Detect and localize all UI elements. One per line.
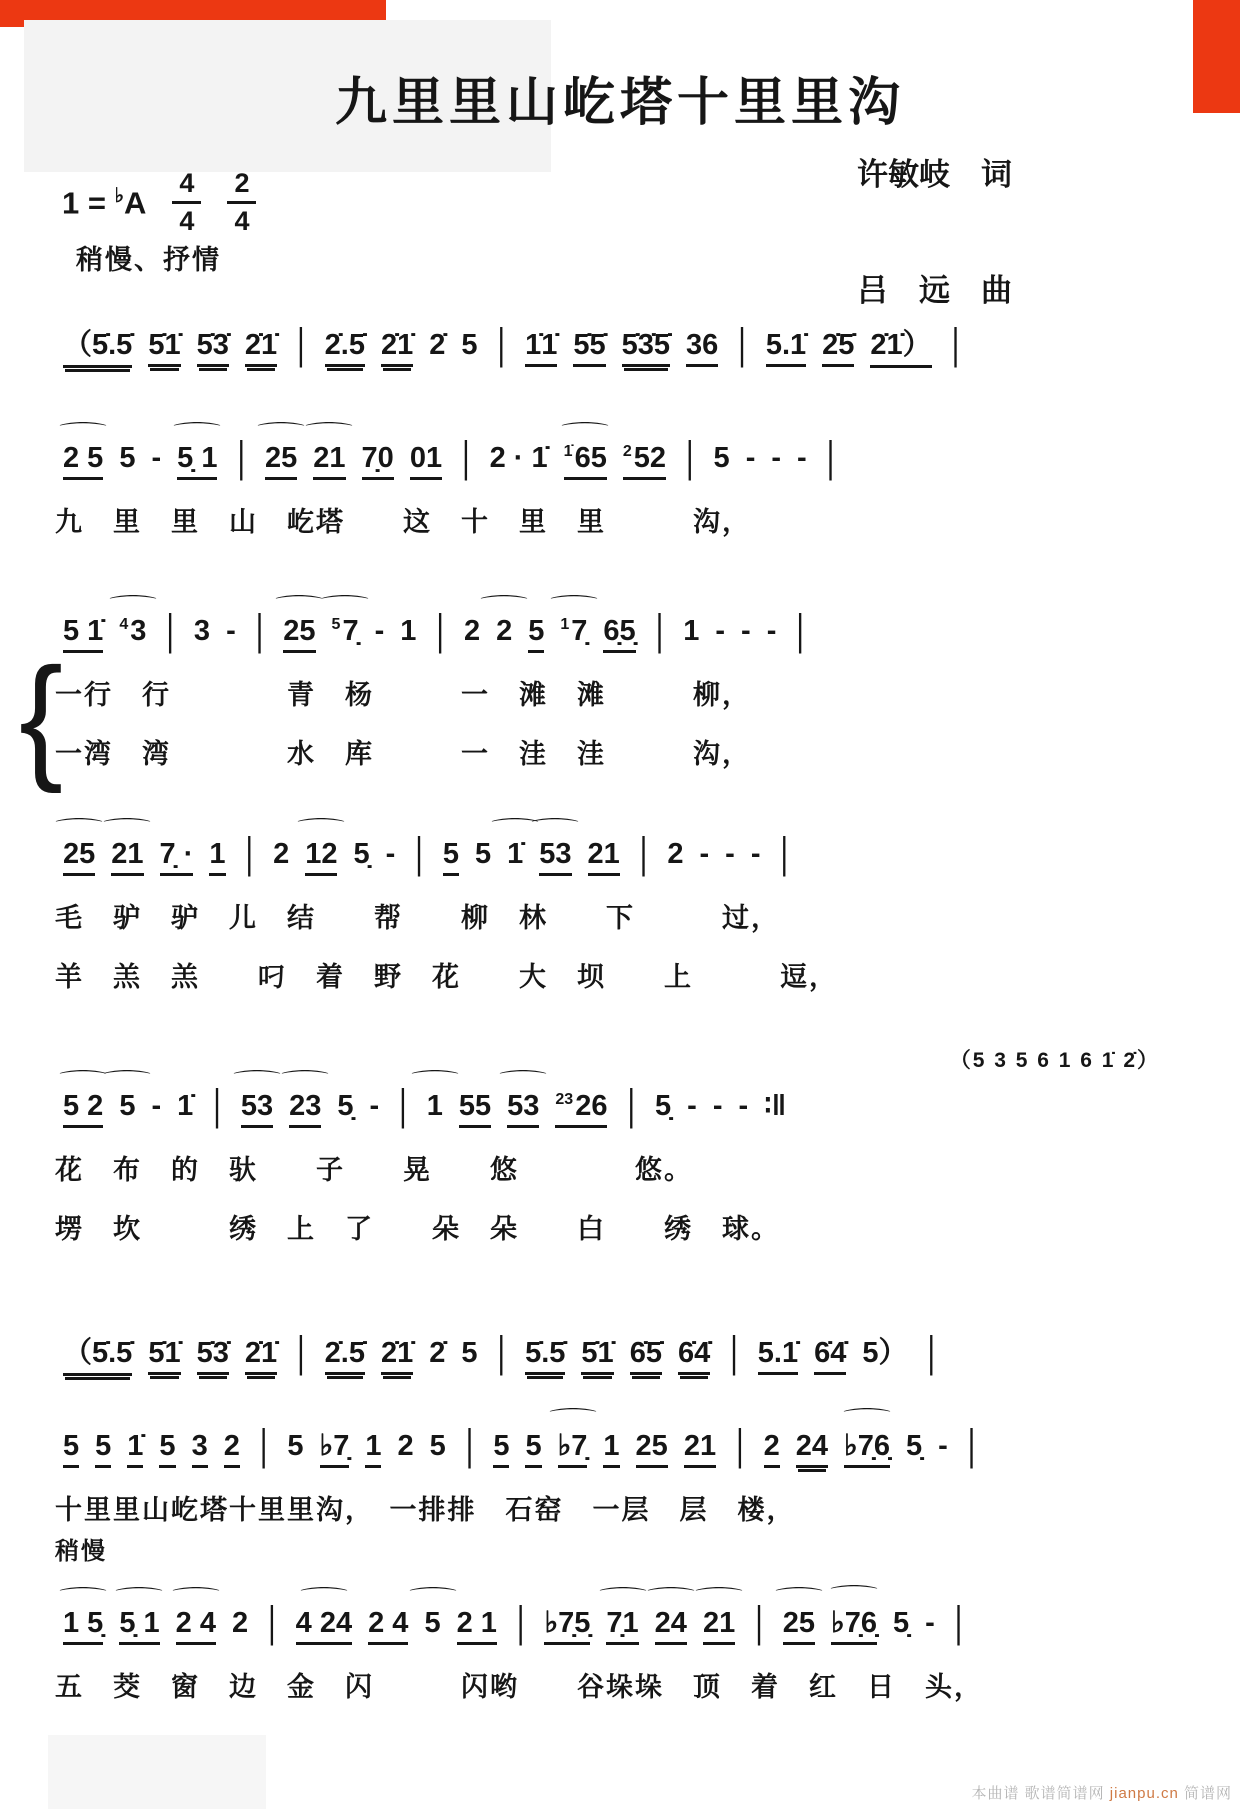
barline: | xyxy=(730,1328,738,1377)
barline: | xyxy=(497,320,506,369)
note-group: 5.1̇ xyxy=(766,329,806,367)
barline: | xyxy=(465,1421,474,1470)
note-group: - xyxy=(766,615,777,647)
note-group: 7̣ · xyxy=(160,838,194,876)
barline: | xyxy=(237,433,246,482)
watermark xyxy=(971,1782,1232,1803)
lyric-line: 羊 羔 羔 叼 着 野 花 大 坝 上 逗， xyxy=(55,962,838,992)
note-group: 5 xyxy=(493,1430,509,1468)
note-group: 7̣0 xyxy=(362,442,394,480)
note-group: ⌒ 5̣ 1 xyxy=(119,1607,159,1645)
note-group: 2 xyxy=(231,1607,249,1639)
note-group: ⌒ 4 24 xyxy=(296,1607,352,1645)
note-group: 55 xyxy=(459,1090,491,1128)
music-line xyxy=(55,292,1202,368)
note-group: （5̇.5̇ xyxy=(63,322,132,368)
composer-credit: 吕 远 曲 xyxy=(857,273,1012,308)
system-verse2-line2 xyxy=(55,1538,1202,1704)
note-group: 5.1̇ xyxy=(758,1337,798,1375)
note-group: - xyxy=(725,838,735,870)
note-group: ⌒ $^5$7̣ xyxy=(332,615,359,648)
note-group: 5̇5̇ xyxy=(573,329,605,367)
barline: | xyxy=(736,1421,744,1470)
note-group: 5 xyxy=(95,1430,111,1468)
music-line xyxy=(55,808,1202,876)
note-group: ⌒ 1̇ xyxy=(507,838,523,871)
note-group: 3 xyxy=(193,615,211,647)
barline: | xyxy=(415,829,423,878)
note-group: ⌒ 12 xyxy=(305,838,337,876)
grace-note: 2 xyxy=(622,443,632,461)
note-group: ⌒ ♭7̣6̣ xyxy=(844,1428,890,1468)
note-group: 5 xyxy=(461,1337,478,1369)
note-group: 2̇.5̇ xyxy=(325,1337,365,1375)
meter-2: $\frac{2}{4}$ xyxy=(227,170,256,235)
note-group: 1 xyxy=(400,615,417,647)
note-group: ⌒ 2 5 xyxy=(63,442,103,480)
note-group: ⌒ 21 xyxy=(111,838,143,876)
note-group: 2̇ xyxy=(429,1337,446,1369)
note-group: - xyxy=(712,1090,723,1122)
note-group: 2 xyxy=(463,615,481,647)
barline: | xyxy=(927,1328,936,1377)
watermark-site: jianpu.cn xyxy=(1109,1785,1179,1802)
note-group: - xyxy=(374,615,385,647)
tempo-marking: 稍慢、抒情 xyxy=(76,245,221,275)
note-group: 2 · 1̇ xyxy=(489,442,548,474)
note-group: （5̇.5̇ xyxy=(63,1330,132,1376)
note-group: ⌒ 25 xyxy=(63,838,95,876)
lyric-line: 一湾 湾 水 库 一 洼 洼 沟， xyxy=(55,739,751,769)
note-group: - xyxy=(925,1607,935,1639)
note-group: 5̣ xyxy=(655,1090,672,1122)
note-group: ⌒ 5̣ 1 xyxy=(177,442,217,480)
barline: | xyxy=(780,829,789,878)
note-group: 3 xyxy=(192,1430,208,1468)
note-group: 2̇ xyxy=(429,329,446,361)
note-group: 5） xyxy=(862,1337,908,1369)
note-group: 21 xyxy=(684,1430,716,1468)
note-group: 5 xyxy=(119,442,136,474)
note-group: 5̣ xyxy=(905,1430,923,1462)
note-group: 5 xyxy=(713,442,730,474)
barline: | xyxy=(436,606,444,655)
note-group: - xyxy=(750,838,761,870)
barline: | xyxy=(245,829,254,878)
note-group: 2 xyxy=(224,1430,240,1468)
note-group: 01 xyxy=(410,442,442,480)
note-group: - xyxy=(687,1090,697,1122)
note-group: 2̇1̇ xyxy=(381,329,413,367)
note-group: - xyxy=(699,838,710,870)
note-group: 5̇1̇ xyxy=(581,1337,613,1375)
barline: | xyxy=(166,606,174,655)
note-group: 2̇1̇ xyxy=(381,1337,413,1375)
note-group: 5̇.5̇ xyxy=(525,1337,565,1375)
barline: | xyxy=(297,1328,305,1377)
note-group: - xyxy=(715,615,726,647)
note-group: 2 xyxy=(667,838,684,870)
note-group: - xyxy=(151,442,162,474)
verse-brace: { xyxy=(19,639,64,794)
barline: | xyxy=(655,606,664,655)
note-group: 6̣5̣ xyxy=(603,615,635,653)
note-group: ⌒ 25 xyxy=(783,1607,815,1645)
music-line xyxy=(55,412,1202,480)
note-group: $^2$52 xyxy=(623,442,666,480)
note-group: 2̇1̇） xyxy=(870,322,931,368)
note-group: 5̇1̇ xyxy=(148,329,180,367)
note-group: 1 xyxy=(365,1430,381,1468)
note-group: 2̇.5̇ xyxy=(325,329,365,367)
note-group: 5 xyxy=(525,1430,541,1468)
note-group: ⌒ 1 5̣ xyxy=(63,1607,103,1645)
barline: | xyxy=(627,1081,635,1130)
note-group: ⌒ 53 xyxy=(539,838,571,876)
note-group: 2 xyxy=(273,838,290,870)
music-line xyxy=(55,1300,1202,1376)
note-group: 25 xyxy=(636,1430,668,1468)
barline: | xyxy=(951,320,960,369)
note-group: $^{23}$26 xyxy=(555,1090,607,1128)
note-group: 1 xyxy=(683,615,700,647)
note-group: 6̇5̇ xyxy=(630,1337,662,1375)
note-group: 5̇3̇5̇ xyxy=(622,329,670,367)
barline: | xyxy=(268,1598,276,1647)
note-group: 5̣ xyxy=(353,838,370,870)
note-group: 2̇1̇ xyxy=(245,329,277,367)
note-group: 2 xyxy=(764,1430,780,1468)
barline: | xyxy=(297,320,305,369)
barline: | xyxy=(497,1328,506,1377)
barline: | xyxy=(738,320,746,369)
note-group: ⌒ $^1$7̣ xyxy=(560,615,587,648)
barline: | xyxy=(399,1081,407,1130)
note-group: 6̇4̇ xyxy=(678,1337,710,1375)
system-verse1-line3 xyxy=(55,808,1202,994)
barline: | xyxy=(796,606,804,655)
note-group: 5 xyxy=(528,615,544,653)
lyricist-credit: 许敏岐 词 xyxy=(857,157,1012,192)
note-group: 5̇3̇ xyxy=(197,329,229,367)
note-group: 5 xyxy=(461,329,478,361)
note-group: 5 xyxy=(429,1430,446,1462)
note-group: - xyxy=(385,838,396,870)
note-group: ⌒ 21 xyxy=(313,442,345,480)
note-group: - xyxy=(745,442,756,474)
system-verse2-line1 xyxy=(55,1398,1202,1527)
note-group: 36 xyxy=(686,329,718,367)
note-group: ⌒ 53 xyxy=(507,1090,539,1128)
grace-note: 4 xyxy=(119,616,129,634)
note-group: 5̇3̇ xyxy=(197,1337,229,1375)
meter-1: $\frac{4}{4}$ xyxy=(172,170,201,235)
note-group: 21 xyxy=(588,838,620,876)
note-group: ⌒ ♭7̣6̣ xyxy=(831,1605,877,1645)
note-group: 5̣ xyxy=(892,1607,910,1639)
note-group: 5 1̇ xyxy=(63,615,103,653)
note-group: ♭7̣5̣ xyxy=(544,1605,590,1645)
note-group: ⌒ 25 xyxy=(265,442,297,480)
system-verse1-line2 xyxy=(19,585,1202,794)
note-group: ⌒ $^4$3 xyxy=(119,615,146,648)
barline: | xyxy=(516,1598,525,1647)
system-verse1-line1 xyxy=(55,412,1202,539)
note-group: ⌒ 24 xyxy=(655,1607,687,1645)
lyric-line: 花 布 的 驮 子 晃 悠 悠。 xyxy=(55,1155,693,1185)
note-group: 1 xyxy=(603,1430,619,1468)
page-title: 九里里山屹塔十里里沟 xyxy=(334,74,905,132)
note-group: - xyxy=(226,615,236,647)
note-group: 5̣ xyxy=(337,1090,354,1122)
lyric-line: 十里里山屹塔十里里沟， 一排排 石窑 一层 层 楼， xyxy=(55,1495,796,1525)
barline: | xyxy=(255,606,264,655)
note-group: 5̇1̇ xyxy=(148,1337,180,1375)
note-group: 2̇5̇ xyxy=(822,329,854,367)
note-group: 1 xyxy=(209,838,225,876)
note-group: ⌒ 53 xyxy=(241,1090,273,1128)
lyric-line: 毛 驴 驴 儿 结 帮 柳 林 下 过， xyxy=(55,903,780,933)
lyric-line: 五 茭 窗 边 金 闪 闪哟 谷垛垛 顶 着 红 日 头， xyxy=(55,1672,983,1702)
barline: | xyxy=(639,829,648,878)
grace-note: 1 xyxy=(560,616,570,634)
key-text: 1 = ♭A xyxy=(62,185,147,221)
note-group: ⌒ 1 xyxy=(427,1090,443,1123)
grace-note: 23 xyxy=(555,1091,574,1109)
system-verse1-line4 xyxy=(55,1049,1202,1246)
tempo-marking-2: 稍慢 xyxy=(55,1538,107,1565)
lyric-line: 一行 行 青 杨 一 滩 滩 柳， xyxy=(55,680,751,710)
note-group: 2 1 xyxy=(457,1607,497,1645)
note-group: 1̇1̇ xyxy=(525,329,557,367)
note-group: 5 xyxy=(159,1430,175,1468)
note-group: - xyxy=(938,1430,948,1462)
note-group: 2 4 xyxy=(368,1607,408,1645)
note-group: - xyxy=(797,442,807,474)
system-interlude xyxy=(55,1300,1202,1376)
note-group: 5 xyxy=(63,1430,79,1468)
barline: | xyxy=(259,1421,268,1470)
note-group: ⌒ 5 xyxy=(424,1607,440,1640)
note-group: 5 xyxy=(474,838,492,870)
watermark-text: 本曲谱 歌谱简谱网 xyxy=(971,1785,1110,1802)
grace-note: 1̇ xyxy=(563,443,573,461)
note-group: - xyxy=(741,615,751,647)
note-group: 2̇1̇ xyxy=(245,1337,277,1375)
note-group: 5 xyxy=(443,838,459,876)
music-line xyxy=(55,585,1202,653)
note-group: ⌒ ♭7̣ xyxy=(558,1428,588,1468)
flat-sign: ♭ xyxy=(114,185,125,208)
barline: | xyxy=(686,433,694,482)
note-group: - xyxy=(369,1090,380,1122)
note-group: 1̇ xyxy=(127,1430,143,1468)
note-group: ♭7̣ xyxy=(320,1428,350,1468)
note-group: 5 xyxy=(287,1430,304,1462)
barline: | xyxy=(826,433,835,482)
note-group: ⌒ 21 xyxy=(703,1607,735,1645)
lyric-line: 九 里 里 山 屹塔 这 十 里 里 沟， xyxy=(55,507,751,537)
note-group: ⌒ $^{1̇}$65 xyxy=(564,442,607,480)
watermark-suffix: 简谱网 xyxy=(1178,1785,1232,1802)
note-group: ⌒ 2 4 xyxy=(176,1607,216,1645)
lyric-line: 塄 坎 绣 上 了 朵 朵 白 绣 球。 xyxy=(55,1214,780,1244)
music-line xyxy=(55,1398,1202,1468)
note-group: ∶‖ xyxy=(764,1090,787,1122)
system-intro xyxy=(55,292,1202,368)
note-group: ⌒ 25 xyxy=(283,615,315,653)
note-group: 2 xyxy=(397,1430,414,1462)
note-group: ⌒ 5 xyxy=(119,1090,135,1123)
ossia-annotation: （5 3 5 6 1 6 1̇ 2̇） xyxy=(949,1049,1160,1072)
barline: | xyxy=(755,1598,763,1647)
note-group: - xyxy=(771,442,782,474)
barline: | xyxy=(462,433,470,482)
grace-note: 5 xyxy=(331,616,341,634)
note-group: - xyxy=(151,1090,162,1122)
note-group: ⌒ 5 2 xyxy=(63,1090,103,1128)
note-group: 1̇ xyxy=(177,1090,194,1122)
note-group: 6̇4̇ xyxy=(814,1337,846,1375)
barline: | xyxy=(967,1421,976,1470)
music-line xyxy=(55,1575,1202,1645)
barline: | xyxy=(954,1598,963,1647)
note-group: ⌒ 23 xyxy=(289,1090,321,1128)
note-group: 24 xyxy=(796,1430,828,1468)
note-group: - xyxy=(738,1090,749,1122)
note-group: ⌒ 7̣1 xyxy=(606,1607,638,1645)
note-group: ⌒ 2 xyxy=(496,615,512,648)
barline: | xyxy=(213,1081,221,1130)
